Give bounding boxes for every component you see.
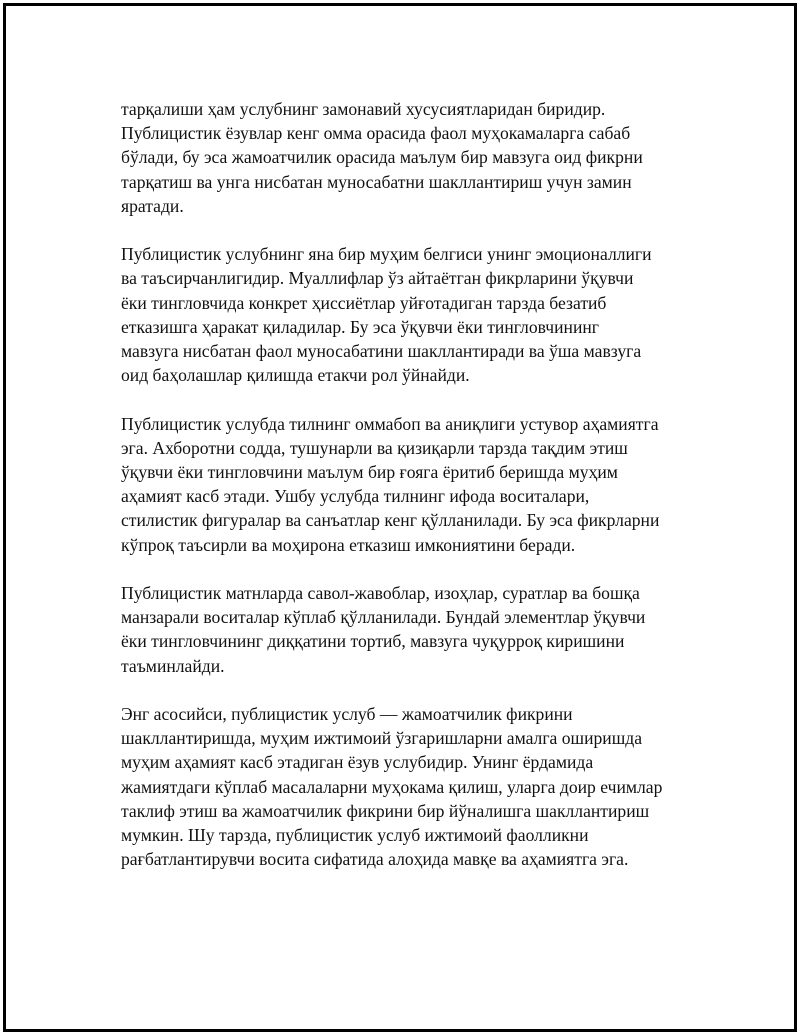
paragraph-4 <box>121 581 706 678</box>
paragraph-line: стилистик фигуралар ва санъатлар кенг қўлланилади. Бу эса фикрларни <box>121 510 660 531</box>
paragraph-line: Энг асосийси, публицистик услуб — жамоатчилик фикрини <box>121 704 573 725</box>
paragraph-line: ўқувчи ёки тингловчини маълум бир ғояга ёритиб беришда муҳим <box>121 462 618 483</box>
paragraph-line: Публицистик ёзувлар кенг омма орасида фаол муҳокамаларга сабаб <box>121 123 631 144</box>
paragraph-line: бўлади, бу эса жамоатчилик орасида маълум бир мавзуга оид фикрни <box>121 147 643 168</box>
paragraph-line: ва таъсирчанлигидир. Муаллифлар ўз айтаётган фикрларини ўқувчи <box>121 268 634 289</box>
paragraph-line: Публицистик услубнинг яна бир муҳим белгиси унинг эмоционаллиги <box>121 244 652 265</box>
paragraph-line: ёки тингловчининг диққатини тортиб, мавзуга чуқурроқ киришини <box>121 631 625 652</box>
paragraph-line: жамиятдаги кўплаб масалаларни муҳокама қилиш, уларга доир ечимлар <box>121 776 663 797</box>
paragraph-line: шакллантиришда, муҳим ижтимоий ўзгаришларни амалга оширишда <box>121 728 643 749</box>
paragraph-line: мавзуга нисбатан фаол муносабатини шакллантиради ва ўша мавзуга <box>121 341 642 362</box>
paragraph-line: тарқалиши ҳам услубнинг замонавий хусусиятларидан биридир. <box>121 99 606 119</box>
paragraph-line: таклиф этиш ва жамоатчилик фикрини бир йўналишга шакллантириш <box>121 800 650 821</box>
paragraph-1 <box>121 97 706 218</box>
paragraph-line: ёки тингловчида конкрет ҳиссиётлар уйғотадиган тарзда безатиб <box>121 292 607 313</box>
paragraph-line: тарқатиш ва унга нисбатан муносабатни шакллантириш учун замин <box>121 171 632 192</box>
paragraph-line: муҳим аҳамият касб этадиган ёзув услубидир. Унинг ёрдамида <box>121 752 594 773</box>
paragraph-2 <box>121 242 706 387</box>
paragraph-line: манзарали воситалар кўплаб қўлланилади. Бундай элементлар ўқувчи <box>121 607 646 628</box>
paragraph-line: оид баҳолашлар қилишда етакчи рол ўйнайди. <box>121 365 470 386</box>
document-body <box>121 97 706 871</box>
paragraph-line: эга. Ахборотни содда, тушунарли ва қизиқарли тарзда тақдим этиш <box>121 437 628 458</box>
paragraph-line: яратади. <box>121 195 184 216</box>
paragraph-5 <box>121 702 706 871</box>
paragraph-line: Публицистик матнларда савол-жавоблар, изоҳлар, суратлар ва бошқа <box>121 583 640 604</box>
paragraph-line: мумкин. Шу тарзда, публицистик услуб ижтимоий фаолликни <box>121 825 589 846</box>
paragraph-line: Публицистик услубда тилнинг оммабоп ва аниқлиги устувор аҳамиятга <box>121 413 659 434</box>
paragraph-line: кўпроқ таъсирли ва моҳирона етказиш имкониятини беради. <box>121 534 576 555</box>
paragraph-3 <box>121 412 706 557</box>
page-frame <box>3 3 797 1032</box>
paragraph-line: рағбатлантирувчи восита сифатида алоҳида мавқе ва аҳамиятга эга. <box>121 849 629 870</box>
paragraph-line: етказишга ҳаракат қиладилар. Бу эса ўқувчи ёки тингловчининг <box>121 316 599 337</box>
paragraph-line: таъминлайди. <box>121 655 225 676</box>
paragraph-line: аҳамият касб этади. Ушбу услубда тилнинг ифода воситалари, <box>121 486 590 507</box>
